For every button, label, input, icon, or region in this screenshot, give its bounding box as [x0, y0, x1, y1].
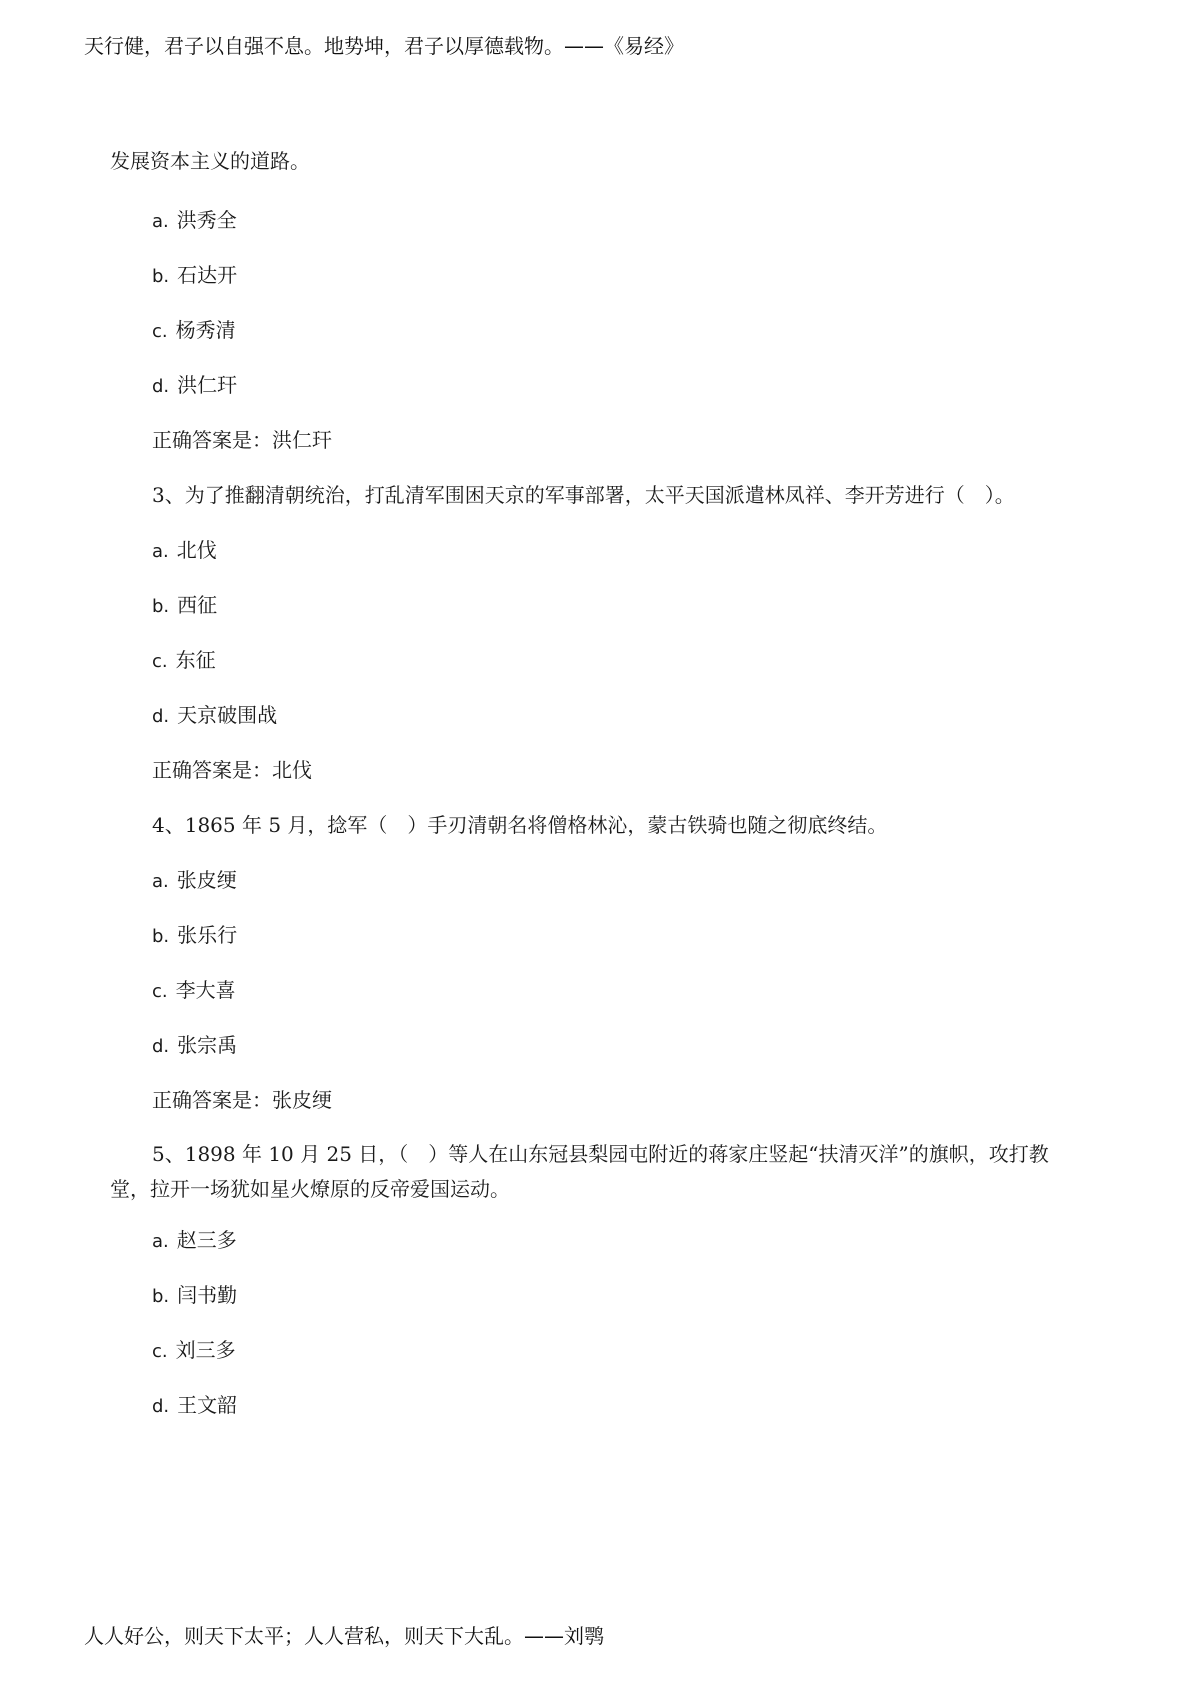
- q2-option-b: b. 石达开: [152, 263, 238, 287]
- q2-option-d: d. 洪仁玕: [152, 373, 238, 397]
- q3-option-c: c. 东征: [152, 648, 216, 672]
- q4-answer: 正确答案是：张皮绠: [152, 1088, 332, 1112]
- q2-option-a: a. 洪秀全: [152, 208, 237, 232]
- continuation-text: 发展资本主义的道路。: [110, 149, 310, 173]
- q4-option-c: c. 李大喜: [152, 978, 236, 1002]
- q4-option-a: a. 张皮绠: [152, 868, 237, 892]
- q4-question: 4、1865 年 5 月，捻军（ ）手刃清朝名将僧格林沁，蒙古铁骑也随之彻底终结。: [152, 813, 888, 837]
- q3-answer: 正确答案是：北伐: [152, 758, 312, 782]
- q2-option-c: c. 杨秀清: [152, 318, 236, 342]
- header-quote: 天行健，君子以自强不息。地势坤，君子以厚德载物。——《易经》: [84, 34, 684, 58]
- q2-answer: 正确答案是：洪仁玕: [152, 428, 332, 452]
- q4-option-b: b. 张乐行: [152, 923, 238, 947]
- q3-option-a: a. 北伐: [152, 538, 217, 562]
- footer-quote: 人人好公，则天下太平；人人营私，则天下大乱。——刘鹗: [84, 1624, 604, 1648]
- q5-option-d: d. 王文韶: [152, 1393, 238, 1417]
- q5-option-b: b. 闫书勤: [152, 1283, 238, 1307]
- q5-question: 5、1898 年 10 月 25 日，（ ）等人在山东冠县梨园屯附近的蒋家庄竖起“扶清灭洋”的旗帜，攻打教堂，拉开一场犹如星火燎原的反帝爱国运动。: [110, 1142, 1049, 1201]
- q4-option-d: d. 张宗禹: [152, 1033, 238, 1057]
- q3-question: 3、为了推翻清朝统治，打乱清军围困天京的军事部署，太平天国派遣林凤祥、李开芳进行（ ）。: [152, 483, 1015, 507]
- q5-option-a: a. 赵三多: [152, 1228, 237, 1252]
- q3-option-d: d. 天京破围战: [152, 703, 278, 727]
- q5-option-c: c. 刘三多: [152, 1338, 236, 1362]
- q3-option-b: b. 西征: [152, 593, 218, 617]
